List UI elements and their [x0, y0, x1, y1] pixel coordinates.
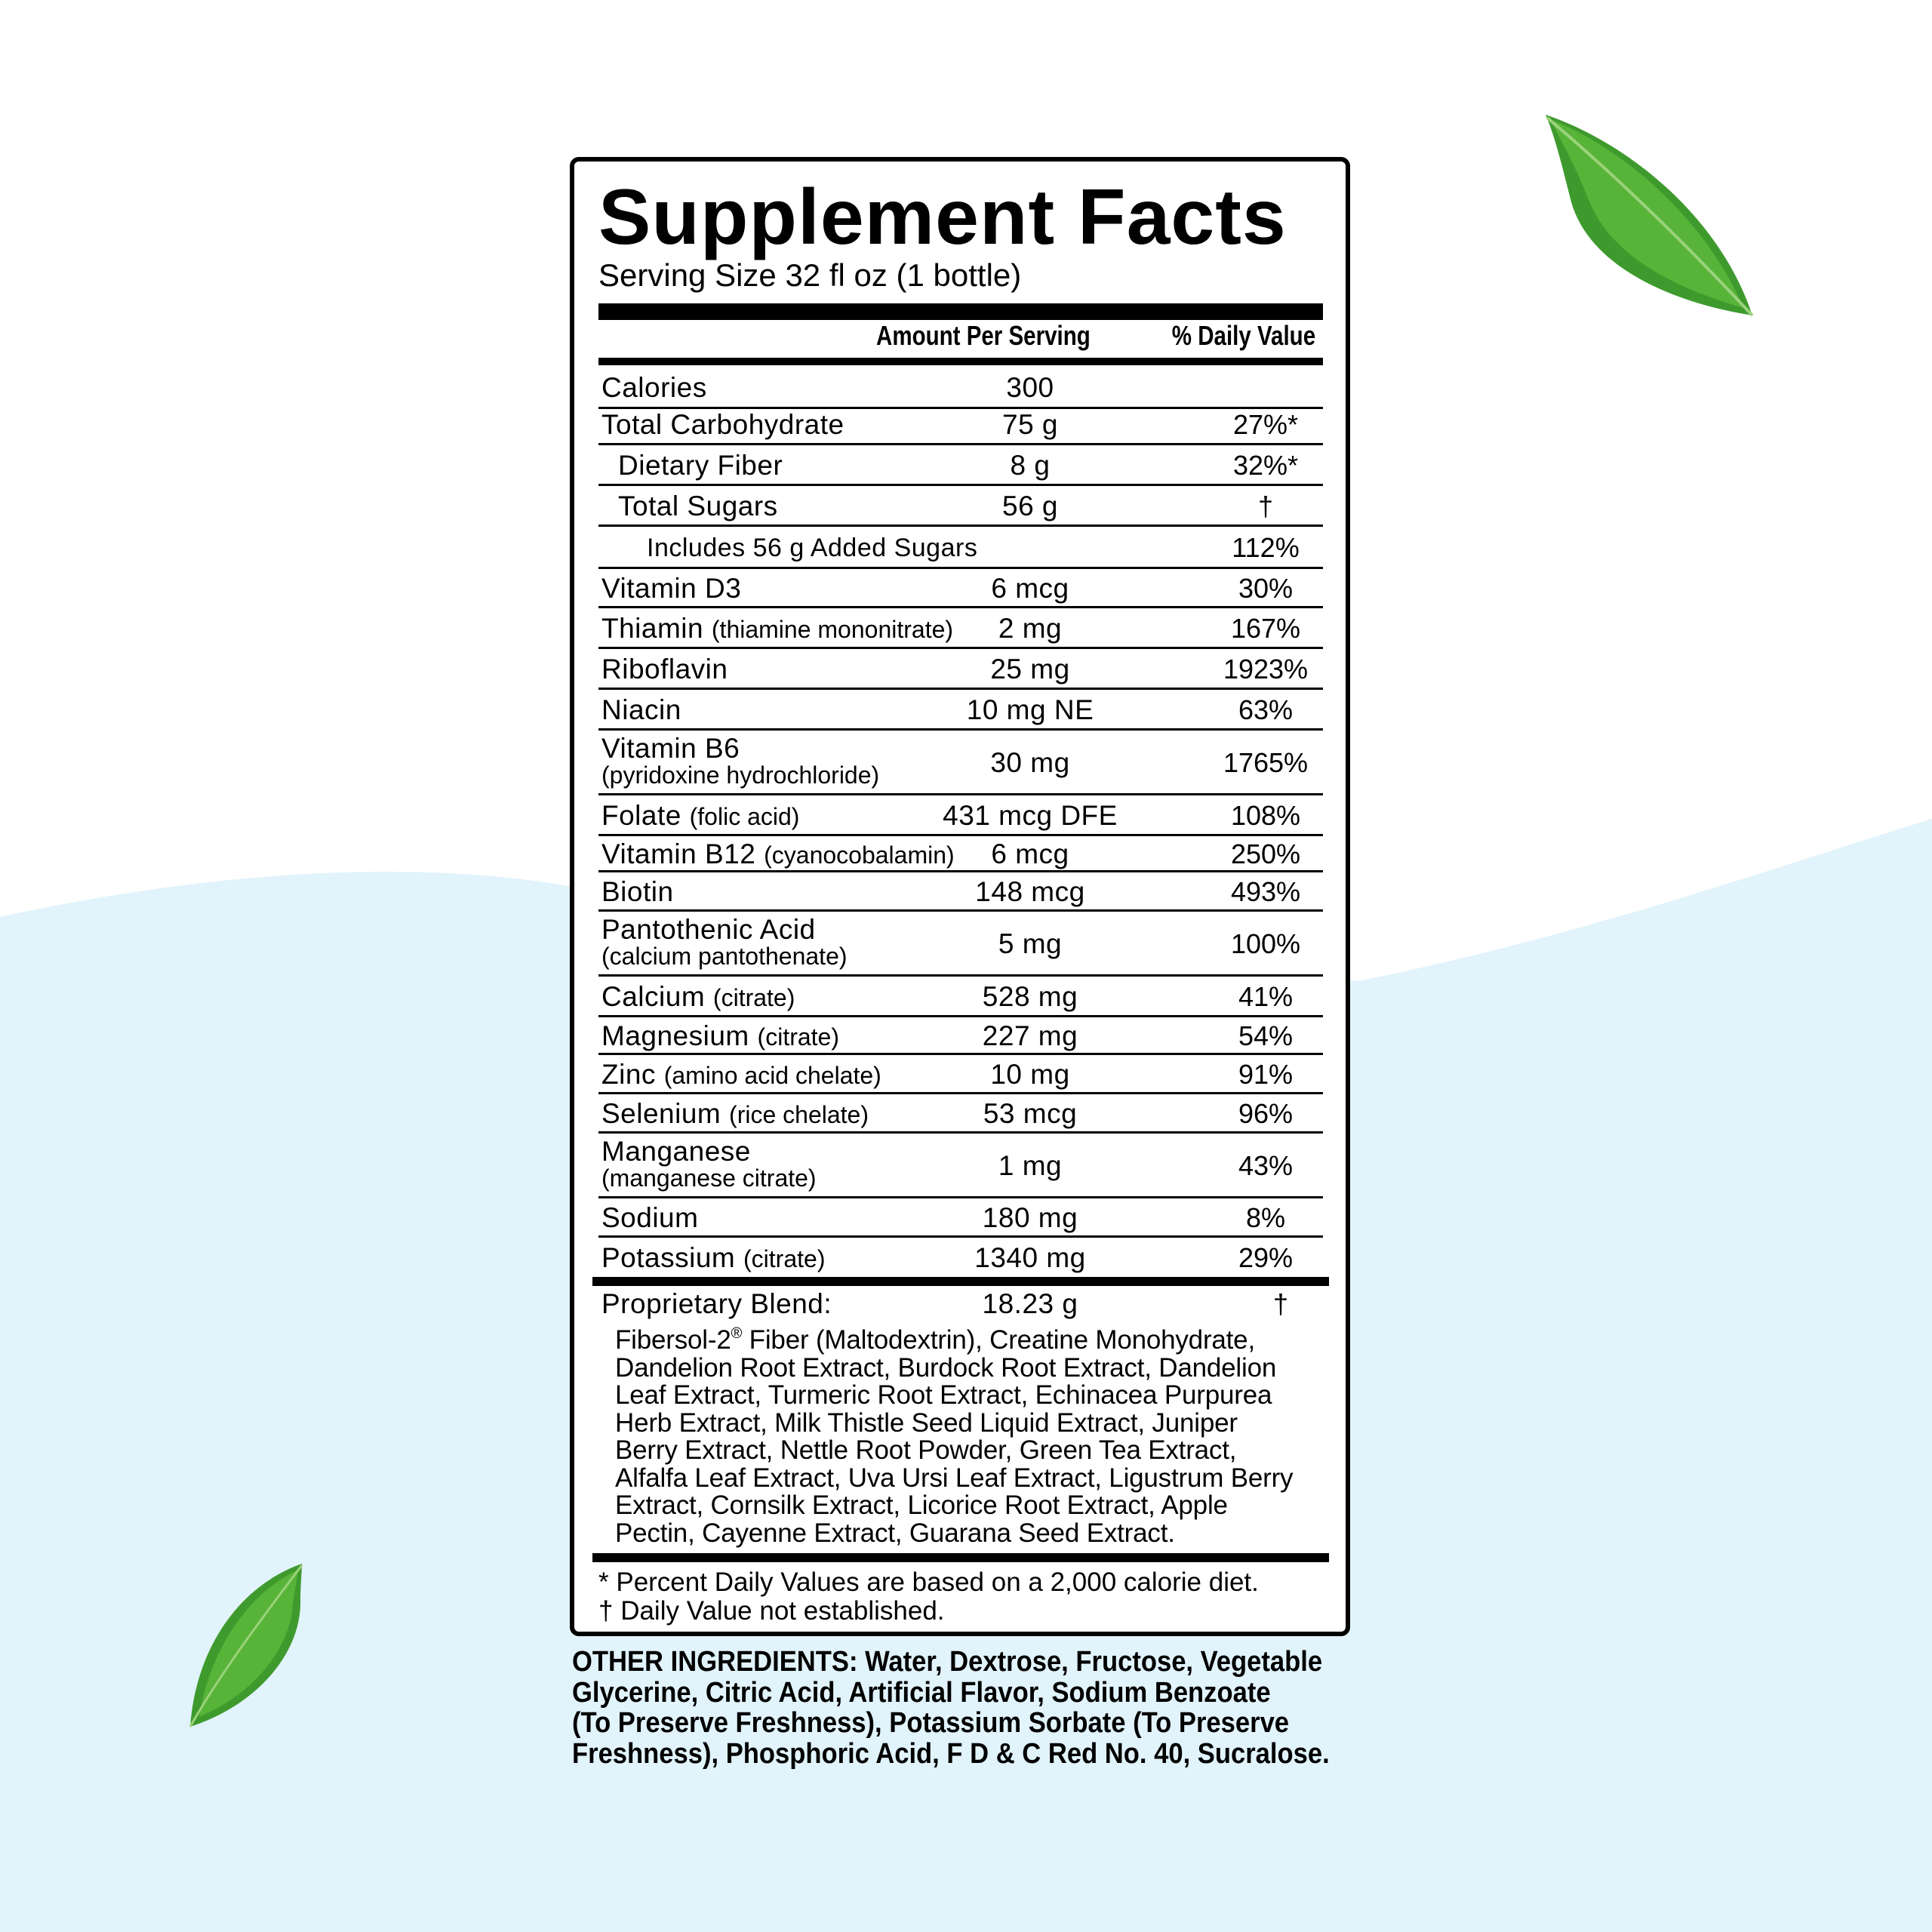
- nutrient-daily-value: 1923%: [1223, 654, 1309, 685]
- nutrient-name-text: Pantothenic Acid: [601, 914, 816, 945]
- nutrient-amount: 5 mg: [998, 928, 1063, 959]
- thick-divider: [592, 1277, 1329, 1286]
- blend-first-word: Fibersol-2: [615, 1325, 731, 1355]
- nutrient-amount: 1340 mg: [974, 1242, 1086, 1273]
- nutrient-daily-value: 100%: [1230, 928, 1301, 959]
- nutrient-name-text: Folate: [601, 800, 681, 831]
- nutrient-name: [601, 982, 795, 1013]
- nutrient-source: (thiamine mononitrate): [711, 616, 954, 643]
- blend-name: Proprietary Blend:: [601, 1288, 832, 1319]
- nutrient-daily-value: 108%: [1230, 800, 1301, 831]
- nutrient-row: [598, 486, 1323, 527]
- nutrient-name-text: Vitamin B12: [601, 838, 756, 869]
- blend-line: Extract, Cornsilk Extract, Licorice Root Extract, Apple: [615, 1491, 1228, 1520]
- nutrient-source: (amino acid chelate): [663, 1062, 881, 1089]
- nutrient-name: [601, 1099, 869, 1130]
- nutrient-row: [598, 1134, 1323, 1198]
- footnote-dagger: † Daily Value not established.: [598, 1596, 945, 1626]
- nutrient-source: (pyridoxine hydrochloride): [601, 761, 880, 789]
- nutrient-row: [598, 912, 1323, 977]
- nutrient-row: [598, 1094, 1323, 1134]
- nutrient-row: [598, 1198, 1323, 1238]
- nutrient-name-text: Zinc: [601, 1059, 656, 1090]
- nutrient-name-text: Sodium: [601, 1202, 699, 1233]
- nutrient-source: (folic acid): [689, 803, 800, 830]
- nutrient-daily-value: 250%: [1230, 838, 1301, 869]
- thick-divider: [592, 1553, 1329, 1562]
- nutrient-daily-value: 112%: [1232, 532, 1300, 563]
- serving-size: Serving Size 32 fl oz (1 bottle): [598, 257, 1022, 293]
- nutrient-name: [601, 839, 955, 870]
- nutrient-daily-value: 91%: [1238, 1059, 1294, 1090]
- nutrient-amount: 1 mg: [998, 1150, 1063, 1181]
- blend-daily-value: †: [1272, 1288, 1289, 1319]
- nutrient-daily-value: 27%*: [1232, 409, 1299, 440]
- nutrient-daily-value: 1765%: [1223, 747, 1309, 778]
- nutrient-daily-value: 493%: [1230, 876, 1301, 907]
- nutrient-daily-value: 32%*: [1232, 450, 1299, 481]
- registered-mark: ®: [731, 1325, 743, 1342]
- nutrient-source: (rice chelate): [729, 1101, 869, 1128]
- nutrient-row: [598, 795, 1323, 836]
- other-ingredients-line: OTHER INGREDIENTS: Water, Dextrose, Fructose, Vegetable: [572, 1646, 1323, 1678]
- nutrient-source: (cyanocobalamin): [764, 841, 955, 869]
- nutrient-daily-value: 43%: [1238, 1150, 1294, 1181]
- blend-line: Dandelion Root Extract, Burdock Root Extract, Dandelion: [615, 1352, 1277, 1383]
- nutrient-row: [598, 977, 1323, 1017]
- nutrient-name-text: Calcium: [601, 981, 706, 1012]
- nutrient-name-text: Includes 56 g Added Sugars: [647, 534, 978, 562]
- blend-line: Alfalfa Leaf Extract, Uva Ursi Leaf Extract, Ligustrum Berry: [615, 1463, 1294, 1493]
- nutrient-amount: 2 mg: [998, 613, 1063, 644]
- nutrient-name-text: Manganese: [601, 1136, 751, 1167]
- nutrient-name-text: Vitamin B6: [601, 733, 740, 764]
- nutrient-name-text: Calories: [601, 372, 707, 403]
- nutrient-amount: 30 mg: [990, 747, 1070, 778]
- nutrient-name-text: Biotin: [601, 876, 674, 907]
- nutrient-amount: 300: [1006, 372, 1054, 403]
- nutrient-amount: 75 g: [1001, 409, 1059, 440]
- nutrient-daily-value: 63%: [1238, 694, 1294, 725]
- blend-line: Herb Extract, Milk Thistle Seed Liquid Extract, Juniper: [615, 1407, 1238, 1438]
- nutrient-amount: 6 mcg: [991, 838, 1069, 869]
- nutrient-amount: 53 mcg: [983, 1098, 1078, 1129]
- nutrient-amount: 148 mcg: [975, 876, 1085, 907]
- nutrient-name: [601, 695, 681, 725]
- nutrient-row: [598, 872, 1323, 912]
- nutrient-daily-value: 30%: [1238, 573, 1294, 604]
- nutrient-row: [598, 569, 1323, 608]
- nutrient-daily-value: 8%: [1245, 1202, 1286, 1233]
- nutrient-daily-value: 29%: [1238, 1242, 1294, 1273]
- blend-amount: 18.23 g: [982, 1288, 1078, 1319]
- nutrient-name: [601, 1137, 751, 1167]
- header-daily-value: % Daily Value: [1171, 320, 1315, 351]
- panel-title: Supplement Facts: [598, 174, 1287, 261]
- nutrient-name-text: Dietary Fiber: [618, 450, 783, 481]
- nutrient-row: [598, 608, 1323, 649]
- nutrient-name: [601, 801, 799, 832]
- nutrient-name: [601, 1203, 698, 1233]
- nutrient-name: [601, 1060, 881, 1091]
- other-ingredients-line: Freshness), Phosphoric Acid, F D & C Red No. 40, Sucralose.: [572, 1737, 1330, 1770]
- nutrient-name: [618, 451, 783, 481]
- nutrient-name-text: Total Sugars: [618, 491, 778, 521]
- nutrient-name: [601, 410, 844, 440]
- nutrient-name: [601, 373, 707, 403]
- nutrient-name: [601, 734, 740, 764]
- blend-line-text: Fiber (Maltodextrin), Creatine Monohydrate,: [742, 1325, 1255, 1355]
- blend-line: Berry Extract, Nettle Root Powder, Green Tea Extract,: [615, 1435, 1237, 1465]
- header-amount: Amount Per Serving: [876, 320, 1091, 351]
- nutrient-daily-value: 41%: [1238, 981, 1294, 1012]
- nutrient-source: (citrate): [743, 1245, 826, 1272]
- nutrient-source: (calcium pantothenate): [601, 943, 848, 970]
- nutrient-name: [601, 1243, 825, 1274]
- nutrient-row: [598, 690, 1323, 731]
- leaf-icon: [1540, 113, 1758, 325]
- leaf-icon: [189, 1562, 309, 1728]
- nutrient-name-text: Potassium: [601, 1242, 736, 1273]
- nutrient-row: [598, 445, 1323, 486]
- nutrient-daily-value: 96%: [1238, 1098, 1294, 1129]
- nutrient-row: [598, 405, 1323, 445]
- nutrient-row: [598, 1055, 1323, 1094]
- nutrient-row: [598, 367, 1323, 409]
- nutrient-name-text: Niacin: [601, 694, 681, 725]
- nutrient-name: [647, 533, 977, 563]
- nutrient-amount: 528 mg: [982, 981, 1078, 1012]
- nutrient-name: [618, 491, 778, 521]
- header-divider: [598, 358, 1323, 365]
- nutrient-daily-value: †: [1257, 491, 1274, 521]
- other-ingredients-line: (To Preserve Freshness), Potassium Sorbate (To Preserve: [572, 1707, 1290, 1739]
- nutrient-source: (manganese citrate): [601, 1164, 817, 1192]
- nutrient-row: [598, 1238, 1323, 1278]
- nutrient-amount: 6 mcg: [991, 573, 1069, 604]
- nutrient-amount: 25 mg: [990, 654, 1070, 685]
- nutrient-row: [598, 731, 1323, 795]
- nutrient-amount: 431 mcg DFE: [943, 800, 1118, 831]
- blend-ingredients: [615, 1327, 1340, 1547]
- nutrient-daily-value: 167%: [1230, 613, 1301, 644]
- nutrient-name-text: Thiamin: [601, 613, 704, 644]
- nutrient-amount: 8 g: [1010, 450, 1051, 481]
- blend-line: [615, 1327, 1340, 1355]
- nutrient-name: [601, 614, 953, 645]
- nutrient-name-text: Total Carbohydrate: [601, 409, 844, 440]
- other-ingredients-line: Glycerine, Citric Acid, Artificial Flavor, Sodium Benzoate: [572, 1676, 1271, 1709]
- thick-divider: [598, 303, 1323, 320]
- blend-line: Pectin, Cayenne Extract, Guarana Seed Extract.: [615, 1518, 1175, 1548]
- blend-line: Leaf Extract, Turmeric Root Extract, Echinacea Purpurea: [615, 1380, 1272, 1410]
- nutrient-name-text: Selenium: [601, 1098, 721, 1129]
- nutrient-name: [601, 877, 674, 907]
- nutrient-row: [598, 1017, 1323, 1055]
- nutrient-row: [598, 527, 1323, 569]
- nutrient-name-text: Vitamin D3: [601, 573, 742, 604]
- nutrient-source: (citrate): [757, 1023, 839, 1051]
- nutrient-amount: 10 mg: [990, 1059, 1070, 1090]
- footnote-percent-dv: * Percent Daily Values are based on a 2,000 calorie diet.: [598, 1567, 1259, 1597]
- nutrient-amount: 56 g: [1001, 491, 1059, 521]
- nutrient-name-text: Riboflavin: [601, 654, 728, 685]
- nutrient-name: [601, 915, 816, 945]
- nutrient-row: [598, 649, 1323, 690]
- nutrient-source: (citrate): [712, 984, 795, 1011]
- nutrient-name-text: Magnesium: [601, 1020, 749, 1051]
- nutrient-amount: 227 mg: [982, 1020, 1078, 1051]
- nutrient-name: [601, 1021, 839, 1052]
- nutrient-daily-value: 54%: [1238, 1020, 1294, 1051]
- nutrient-amount: 10 mg NE: [966, 694, 1094, 725]
- supplement-facts-panel: [570, 157, 1350, 1636]
- nutrient-row: [598, 836, 1323, 872]
- other-ingredients: [572, 1647, 1432, 1769]
- nutrient-name: [601, 574, 741, 604]
- nutrient-amount: 180 mg: [982, 1202, 1078, 1233]
- nutrient-name: [601, 654, 728, 685]
